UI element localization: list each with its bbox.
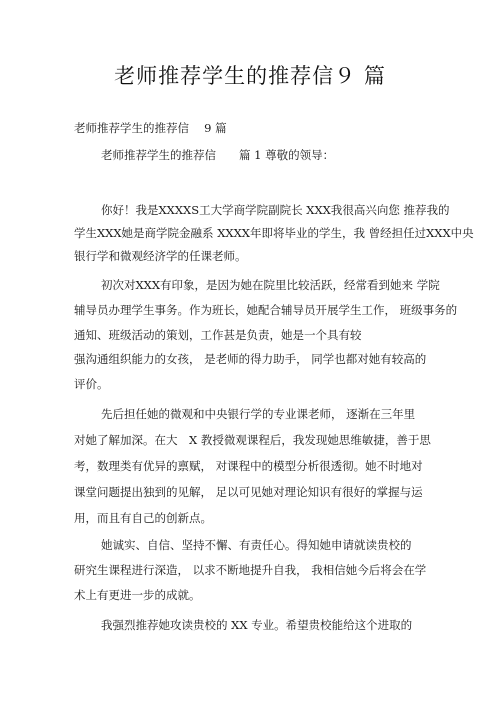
body-line: 银行学和微观经济学的任课老师。 (74, 249, 247, 263)
body-line: 研究生课程进行深造， 以求不断地提升自我， 我相信她今后将会在学 (74, 563, 427, 577)
body-line: 考，数理类有优异的禀赋， 对课程中的模型分析很透彻。她不时地对 (74, 459, 423, 473)
body-line: 你好！我是XXXXS工大学商学院副院长 XXX我很高兴向您 推荐我的 (101, 203, 450, 217)
body-line: 先后担任她的微观和中央银行学的专业课老师， 逐渐在三年里 (101, 407, 416, 421)
body-line: 术上有更进一步的成就。 (74, 588, 201, 602)
body-line: 我强烈推荐她攻读贵校的 XX 专业。希望贵校能给这个进取的 (101, 618, 413, 632)
body-line: 对她了解加深。在大 X 教授微观课程后，我发现她思维敏捷，善于思 (74, 433, 431, 447)
body-line: 课堂问题提出独到的见解， 足以可见她对理论知识有很好的掌握与运 (74, 485, 423, 499)
body-line: 她诚实、自信、坚持不懈、有责任心。得知她申请就读贵校的 (101, 538, 412, 552)
document-title: 老师推荐学生的推荐信９ 篇 (114, 64, 386, 88)
salutation-line: 老师推荐学生的推荐信 篇 1 尊敬的领导： (101, 148, 335, 162)
body-line: 学生XXX她是商学院金融系 XXXX年即将毕业的学生，我 曾经担任过XXX中央 (74, 226, 474, 240)
body-line: 通知、班级活动的策划，工作甚是负责，她是一个具有较 (74, 328, 362, 342)
body-line: 初次对XXX有印象，是因为她在院里比较活跃，经常看到她来 学院 (101, 278, 440, 292)
body-line: 辅导员办理学生事务。作为班长，她配合辅导员开展学生工作， 班级事务的 (74, 303, 458, 317)
body-line: 用，而且有自己的创新点。 (74, 511, 212, 525)
body-line: 强沟通组织能力的女孩， 是老师的得力助手， 同学也都对她有较高的 (74, 352, 427, 366)
body-line: 评价。 (74, 377, 109, 391)
document-subtitle: 老师推荐学生的推荐信 9 篇 (74, 121, 227, 135)
